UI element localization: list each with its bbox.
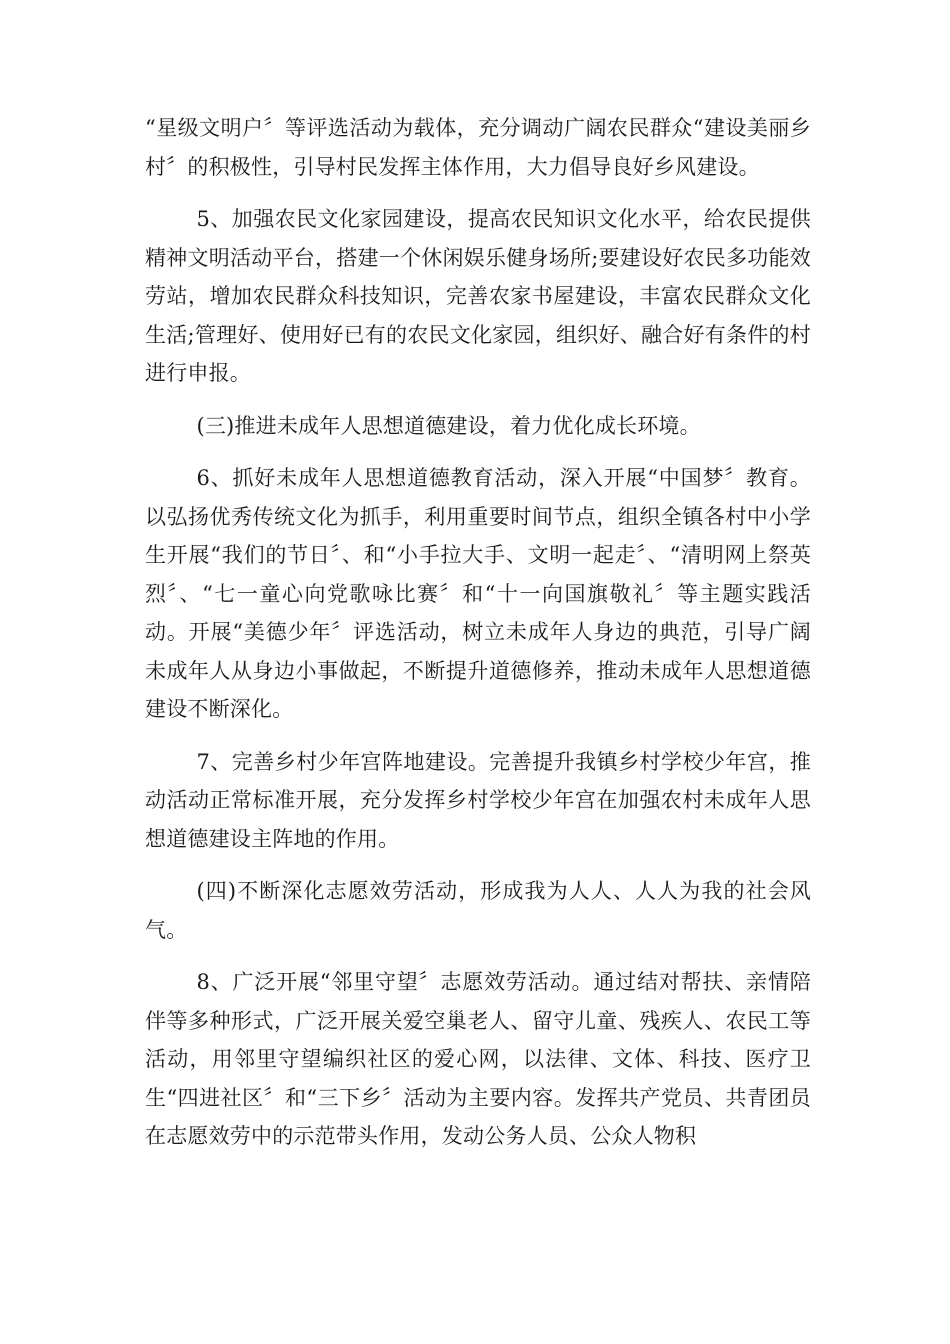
paragraph-item-6: 6、抓好未成年人思想道德教育活动，深入开展“中国梦〞教育。以弘扬优秀传统文化为抓手，利用重要时间节点，组织全镇各村中小学生开展“我们的节日〞、和“小手拉大手、文明一起走〞、“清明网上祭英烈〞、“七一童心向党歌咏比赛〞和“十一向国旗敬礼〞等主题实践活动。开展“美德少年〞评选活动，树立未成年人身边的典范，引导广阔未成年人从身边小事做起，不断提升道德修养，推动未成年人思想道德建设不断深化。 <box>145 466 811 721</box>
paragraph-section-4-heading: (四)不断深化志愿效劳活动，形成我为人人、人人为我的社会风气。 <box>145 879 811 942</box>
paragraph-item-7: 7、完善乡村少年宫阵地建设。完善提升我镇乡村学校少年宫，推动活动正常标准开展，充分发挥乡村学校少年宫在加强农村未成年人思想道德建设主阵地的作用。 <box>145 749 811 851</box>
paragraph-item-8: 8、广泛开展“邻里守望〞志愿效劳活动。通过结对帮扶、亲情陪伴等多种形式，广泛开展关爱空巢老人、留守儿童、残疾人、农民工等活动，用邻里守望编织社区的爱心网，以法律、文体、科技、医疗卫生“四进社区〞和“三下乡〞活动为主要内容。发挥共产党员、共青团员在志愿效劳中的示范带头作用，发动公务人员、公众人物积 <box>145 970 811 1148</box>
paragraph-item-5: 5、加强农民文化家园建设，提高农民知识文化水平，给农民提供精神文明活动平台，搭建一个休闲娱乐健身场所;要建设好农民多功能效劳站，增加农民群众科技知识，完善农家书屋建设，丰富农民群众文化生活;管理好、使用好已有的农民文化家园，组织好、融合好有条件的村进行申报。 <box>145 207 811 385</box>
paragraph-section-3-heading: (三)推进未成年人思想道德建设，着力优化成长环境。 <box>196 413 701 438</box>
document-body <box>145 109 811 1156</box>
paragraph-continued: “星级文明户〞等评选活动为载体，充分调动广阔农民群众“建设美丽乡村〞的积极性，引导村民发挥主体作用，大力倡导良好乡风建设。 <box>145 116 811 179</box>
